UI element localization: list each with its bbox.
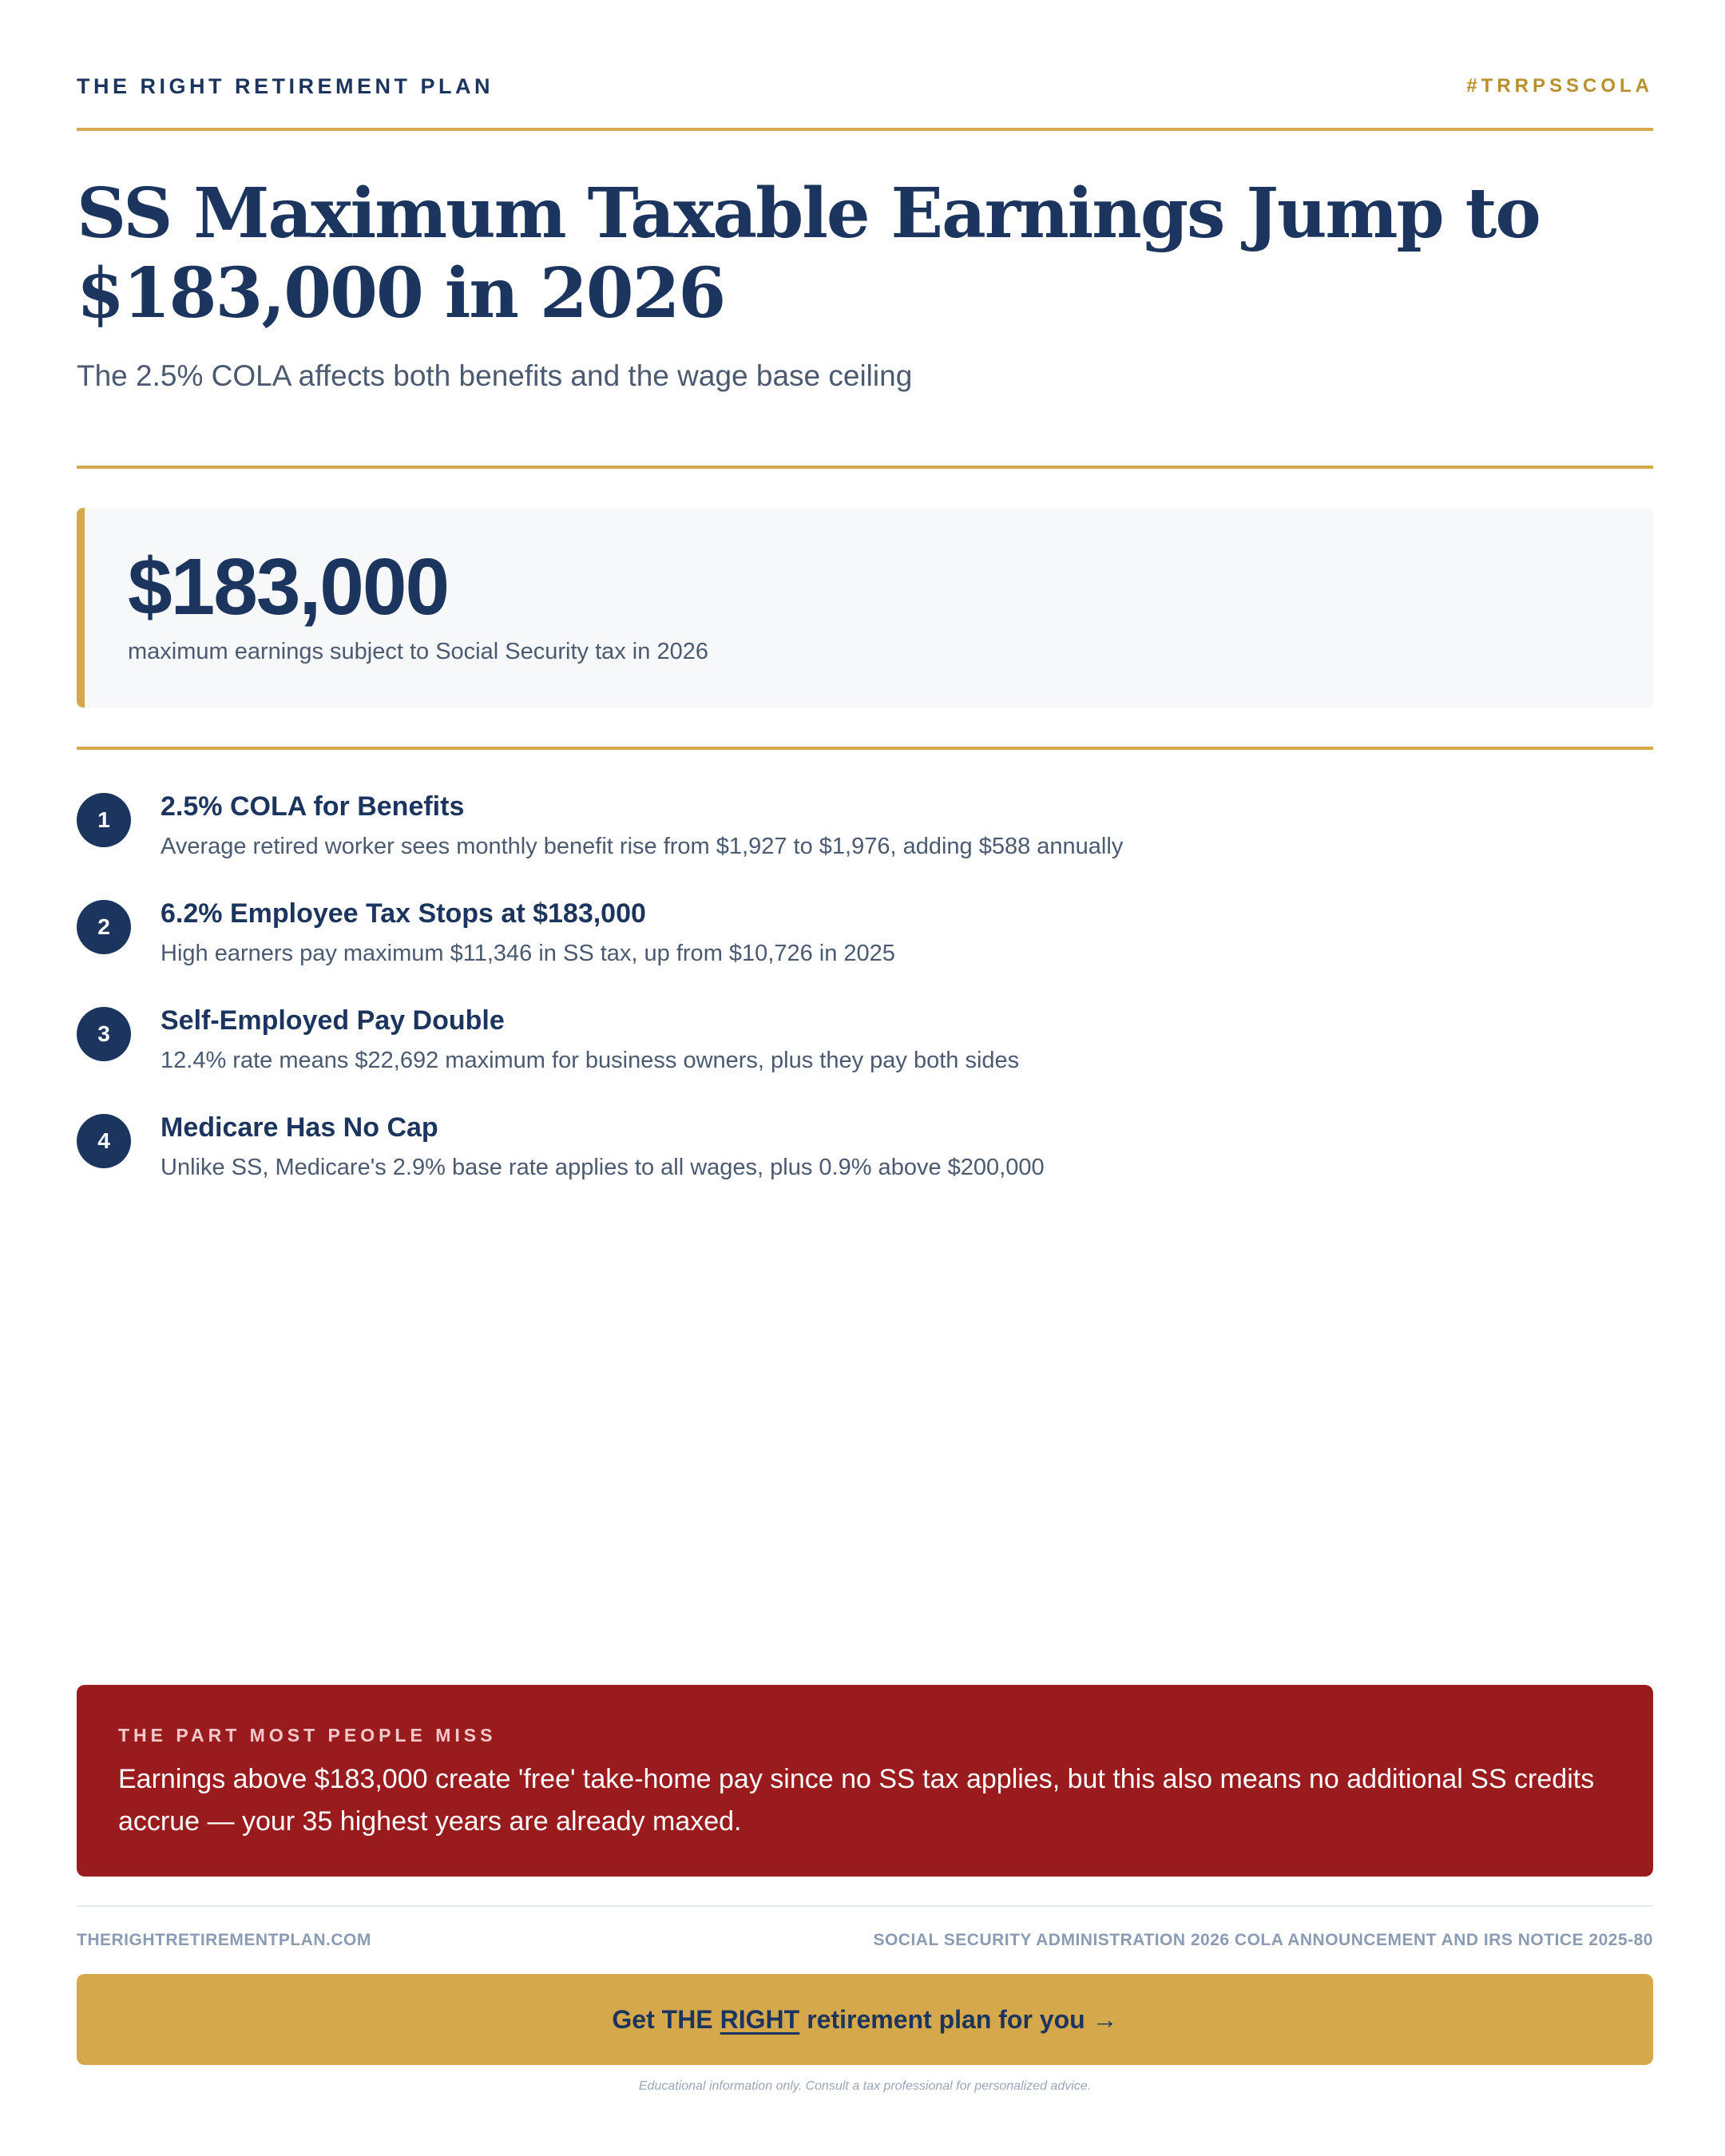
warning-callout bbox=[77, 1685, 1653, 1877]
stat-value: $183,000 bbox=[128, 542, 449, 632]
website-link[interactable]: THERIGHTRETIREMENTPLAN.COM bbox=[77, 1931, 371, 1949]
item-title: Self-Employed Pay Double bbox=[161, 1005, 505, 1036]
list-item bbox=[77, 1110, 1653, 1217]
item-description: High earners pay maximum $11,346 in SS tax, up from $10,726 in 2025 bbox=[161, 941, 895, 966]
number-badge: 2 bbox=[77, 900, 131, 954]
brand-name: THE RIGHT RETIREMENT PLAN bbox=[77, 73, 494, 98]
header-divider bbox=[77, 128, 1653, 131]
stat-divider bbox=[77, 747, 1653, 750]
item-title: Medicare Has No Cap bbox=[161, 1112, 438, 1143]
item-description: Average retired worker sees monthly benefit rise from $1,927 to $1,976, adding $588 annually bbox=[161, 834, 1124, 859]
list-item bbox=[77, 896, 1653, 1003]
item-description: 12.4% rate means $22,692 maximum for business owners, plus they pay both sides bbox=[161, 1048, 1020, 1073]
item-description: Unlike SS, Medicare's 2.9% base rate applies to all wages, plus 0.9% above $200,000 bbox=[161, 1155, 1045, 1180]
number-badge: 1 bbox=[77, 793, 131, 847]
stat-callout bbox=[77, 508, 1653, 707]
page-subtitle: The 2.5% COLA affects both benefits and the wage base ceiling bbox=[77, 359, 913, 392]
cta-prefix: Get THE bbox=[612, 2004, 713, 2034]
list-item bbox=[77, 1003, 1653, 1110]
callout-text: Earnings above $183,000 create 'free' take-home pay since no SS tax applies, but this also means no additional SS credits accrue — your 35 highest years are already maxed. bbox=[118, 1764, 1595, 1837]
top-bar bbox=[77, 70, 1653, 102]
item-title: 6.2% Employee Tax Stops at $183,000 bbox=[161, 898, 646, 929]
hashtag: #TRRPSSCOLA bbox=[1466, 75, 1653, 97]
footer bbox=[77, 1931, 1653, 1950]
number-badge: 3 bbox=[77, 1007, 131, 1061]
cta-button[interactable] bbox=[77, 1974, 1653, 2065]
cta-emphasis: RIGHT bbox=[720, 2004, 800, 2034]
cta-suffix: retirement plan for you → bbox=[807, 2004, 1118, 2034]
stat-caption: maximum earnings subject to Social Security tax in 2026 bbox=[128, 639, 708, 664]
list-item bbox=[77, 789, 1653, 896]
title-divider bbox=[77, 466, 1653, 469]
infographic-page bbox=[77, 0, 1653, 2156]
item-title: 2.5% COLA for Benefits bbox=[161, 791, 465, 822]
source-citation: SOCIAL SECURITY ADMINISTRATION 2026 COLA ANNOUNCEMENT AND IRS NOTICE 2025-80 bbox=[873, 1931, 1653, 1949]
key-points-list bbox=[77, 789, 1653, 1217]
number-badge: 4 bbox=[77, 1114, 131, 1168]
page-title: SS Maximum Taxable Earnings Jump to $183,000 in 2026 bbox=[77, 173, 1540, 334]
disclaimer: Educational information only. Consult a tax professional for personalized advice. bbox=[638, 2079, 1092, 2093]
footer-divider bbox=[77, 1905, 1653, 1907]
callout-label: THE PART MOST PEOPLE MISS bbox=[118, 1725, 497, 1746]
